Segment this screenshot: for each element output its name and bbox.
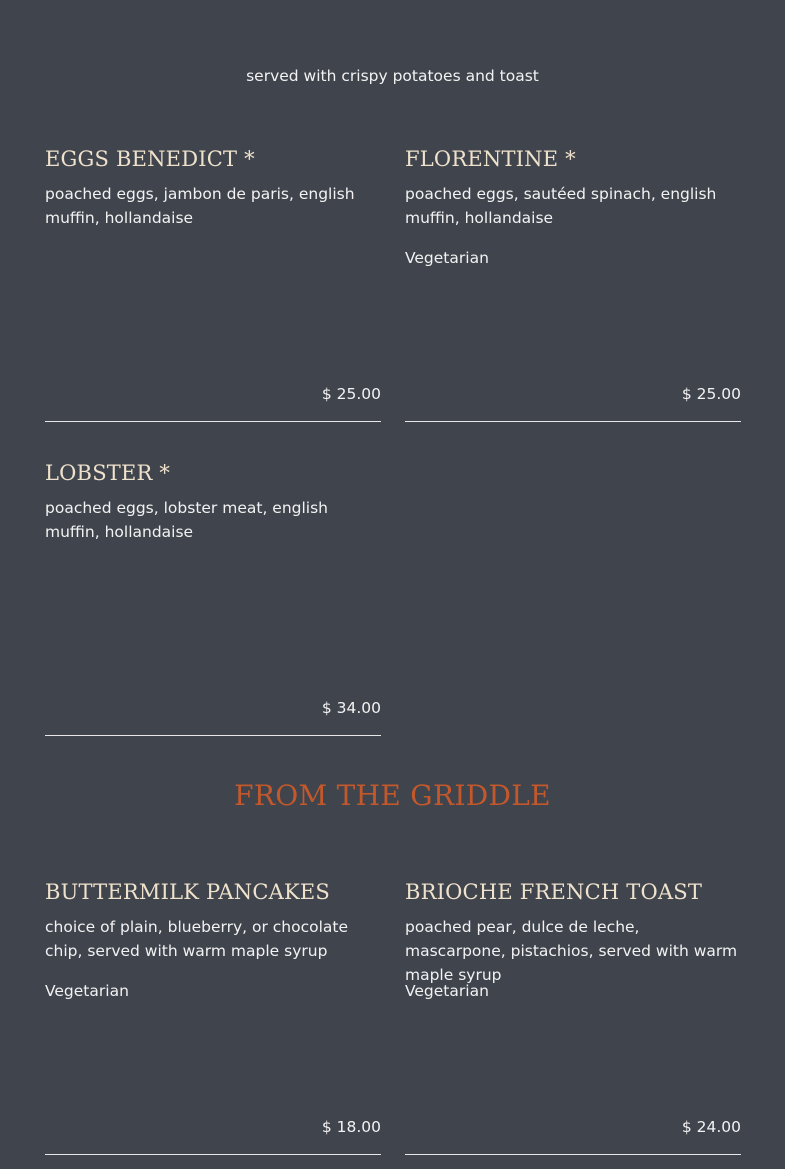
menu-item-description: poached eggs, lobster meat, english muffin, hollandaise bbox=[45, 499, 329, 541]
menu-item-description: choice of plain, blueberry, or chocolate chip, served with warm maple syrup bbox=[45, 918, 349, 960]
menu-item-price: $ 34.00 bbox=[321, 699, 381, 717]
menu-item-name: LOBSTER * bbox=[45, 461, 171, 485]
menu-item-name: BRIOCHE FRENCH TOAST bbox=[405, 880, 703, 904]
menu-item-price: $ 18.00 bbox=[321, 1118, 381, 1136]
menu-item-buttermilk-pancakes bbox=[45, 879, 381, 1155]
menu-item-description: poached eggs, sautéed spinach, english muffin, hollandaise bbox=[405, 185, 717, 227]
menu-item-description: poached pear, dulce de leche, mascarpone, pistachios, served with warm maple syrup bbox=[405, 918, 738, 984]
menu-item-price: $ 24.00 bbox=[681, 1118, 741, 1136]
menu-item-dietary-tag: Vegetarian bbox=[405, 982, 489, 1000]
menu-item-name: BUTTERMILK PANCAKES bbox=[45, 880, 330, 904]
menu-item-brioche-french-toast bbox=[405, 879, 741, 1155]
menu-item-dietary-tag: Vegetarian bbox=[405, 249, 489, 267]
section-heading-griddle: FROM THE GRIDDLE bbox=[234, 779, 551, 812]
menu-item-price: $ 25.00 bbox=[321, 385, 381, 403]
menu-item-price: $ 25.00 bbox=[681, 385, 741, 403]
menu-item-description: poached eggs, jambon de paris, english muffin, hollandaise bbox=[45, 185, 355, 227]
menu-item-florentine bbox=[405, 146, 741, 422]
menu-item-eggs-benedict bbox=[45, 146, 381, 422]
menu-item-lobster bbox=[45, 460, 381, 736]
menu-item-name: EGGS BENEDICT * bbox=[45, 147, 255, 171]
menu-item-dietary-tag: Vegetarian bbox=[45, 982, 129, 1000]
menu-item-name: FLORENTINE * bbox=[405, 147, 576, 171]
menu-intro: served with crispy potatoes and toast bbox=[246, 67, 539, 85]
